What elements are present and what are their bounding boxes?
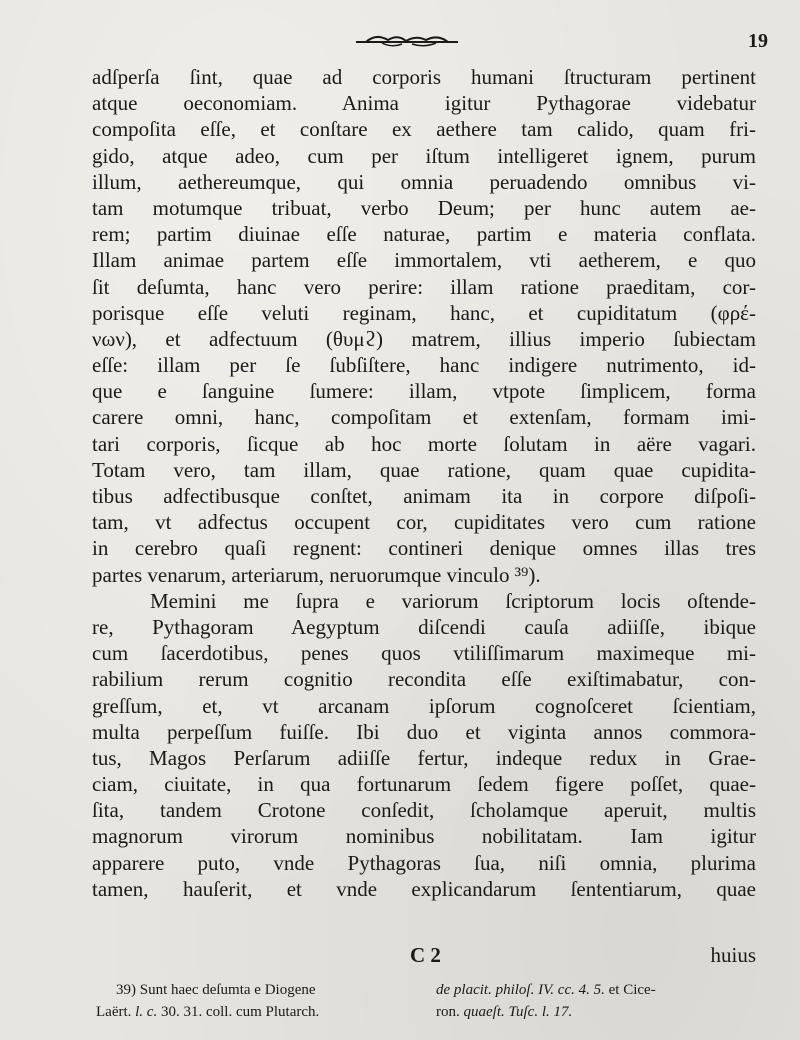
text-line: que e ſanguine ſumere: illam, vtpote ſimplicem, forma — [92, 379, 756, 404]
footnote-reference: de placit. philoſ. IV. cc. 4. 5. — [436, 982, 605, 998]
text-line: tibus adfectibusque conſtet, animam ita in corpore diſpoſi- — [92, 484, 756, 508]
text-line: gido, atque adeo, cum per iſtum intelligeret ignem, purum — [92, 143, 756, 168]
footnote-line — [436, 980, 656, 1000]
footnote-reference: l. c. — [135, 1004, 158, 1020]
text-line: Memini me ſupra e variorum ſcriptorum locis oſtende- — [150, 588, 756, 613]
footnote-text: Laërt. — [96, 1004, 136, 1020]
text-line: ciam, ciuitate, in qua fortunarum ſedem figere poſſet, quae- — [92, 772, 756, 797]
text-line: compoſita eſſe, et conſtare ex aethere tam calido, quam fri- — [92, 117, 756, 142]
text-line: tam motumque tribuat, verbo Deum; per hunc autem ae- — [92, 195, 756, 220]
text-line: greſſum, et, vt arcanam ipſorum cognoſceret ſcientiam, — [92, 693, 756, 718]
text-line: rabilium rerum cognitio recondita eſſe exiſtimabatur, con- — [92, 667, 756, 692]
signature-mark: C 2 — [410, 943, 441, 967]
text-line: eſſe: illam per ſe ſubſiſtere, hanc indigere nutrimento, id- — [92, 353, 756, 378]
text-line: tari corporis, ſicque ab hoc morte ſolutam in aëre vagari. — [92, 431, 756, 456]
page-number: 19 — [748, 30, 768, 52]
footnote-line — [436, 1002, 572, 1022]
text-line: porisque eſſe veluti reginam, hanc, et cupiditatum (φρέ- — [92, 300, 756, 325]
body-text — [92, 64, 756, 902]
text-line: partes venarum, arteriarum, neruorumque vinculo ³⁹). — [92, 562, 541, 587]
text-line: re, Pythagoram Aegyptum diſcendi cauſa adiiſſe, ibique — [92, 614, 756, 639]
footnote-reference: quaeſt. Tuſc. l. 17. — [463, 1004, 573, 1020]
text-line: atque oeconomiam. Anima igitur Pythagorae videbatur — [92, 91, 756, 116]
footnote-text: et Cice- — [604, 982, 656, 998]
text-line: νων), et adfectuum (θυμϩ) matrem, illius imperio ſubiectam — [92, 326, 756, 351]
text-line: ſita, tandem Crotone conſedit, ſcholamque aperuit, multis — [92, 798, 756, 823]
text-line: rem; partim diuinae eſſe naturae, partim e materia conflata. — [92, 222, 756, 247]
text-line: adſperſa ſint, quae ad corporis humani ſtructuram pertinent — [92, 65, 756, 89]
catchword: huius — [710, 943, 756, 967]
footnote-line — [96, 1002, 319, 1022]
footnote-text: 30. 31. coll. cum Plutarch. — [157, 1004, 320, 1020]
text-line: tam, vt adfectus occupent cor, cupiditates vero cum ratione — [92, 510, 756, 535]
text-line: carere omni, hanc, compoſitam et extenſam, formam imi- — [92, 405, 756, 430]
footnote-text: 39) Sunt haec deſumta e Diogene — [116, 982, 316, 998]
text-line: magnorum virorum nominibus nobilitatam. Iam igitur — [92, 824, 756, 849]
text-line: ſit deſumta, hanc vero perire: illam ratione praeditam, cor- — [92, 274, 756, 299]
text-line: illum, aethereumque, qui omnia peruadendo omnibus vi- — [92, 169, 756, 194]
footnote-line — [116, 980, 316, 1000]
text-line: multa perpeſſum fuiſſe. Ibi duo et viginta annos commora- — [92, 719, 756, 744]
header-ornament — [352, 30, 462, 50]
footnote-text: ron. — [436, 1004, 464, 1020]
text-line: tus, Magos Perſarum adiiſſe fertur, indeque redux in Grae- — [92, 745, 756, 770]
text-line: in cerebro quaſi regnent: contineri denique omnes illas tres — [92, 536, 756, 561]
text-line: cum ſacerdotibus, penes quos vtiliſſimarum maximeque mi- — [92, 641, 756, 666]
text-line: Illam animae partem eſſe immortalem, vti aetherem, e quo — [92, 248, 756, 273]
text-line: tamen, hauſerit, et vnde explicandarum ſententiarum, quae — [92, 876, 756, 901]
text-line: Totam vero, tam illam, quae ratione, quam quae cupidita- — [92, 457, 756, 482]
text-line: apparere puto, vnde Pythagoras ſua, niſi omnia, plurima — [92, 850, 756, 875]
